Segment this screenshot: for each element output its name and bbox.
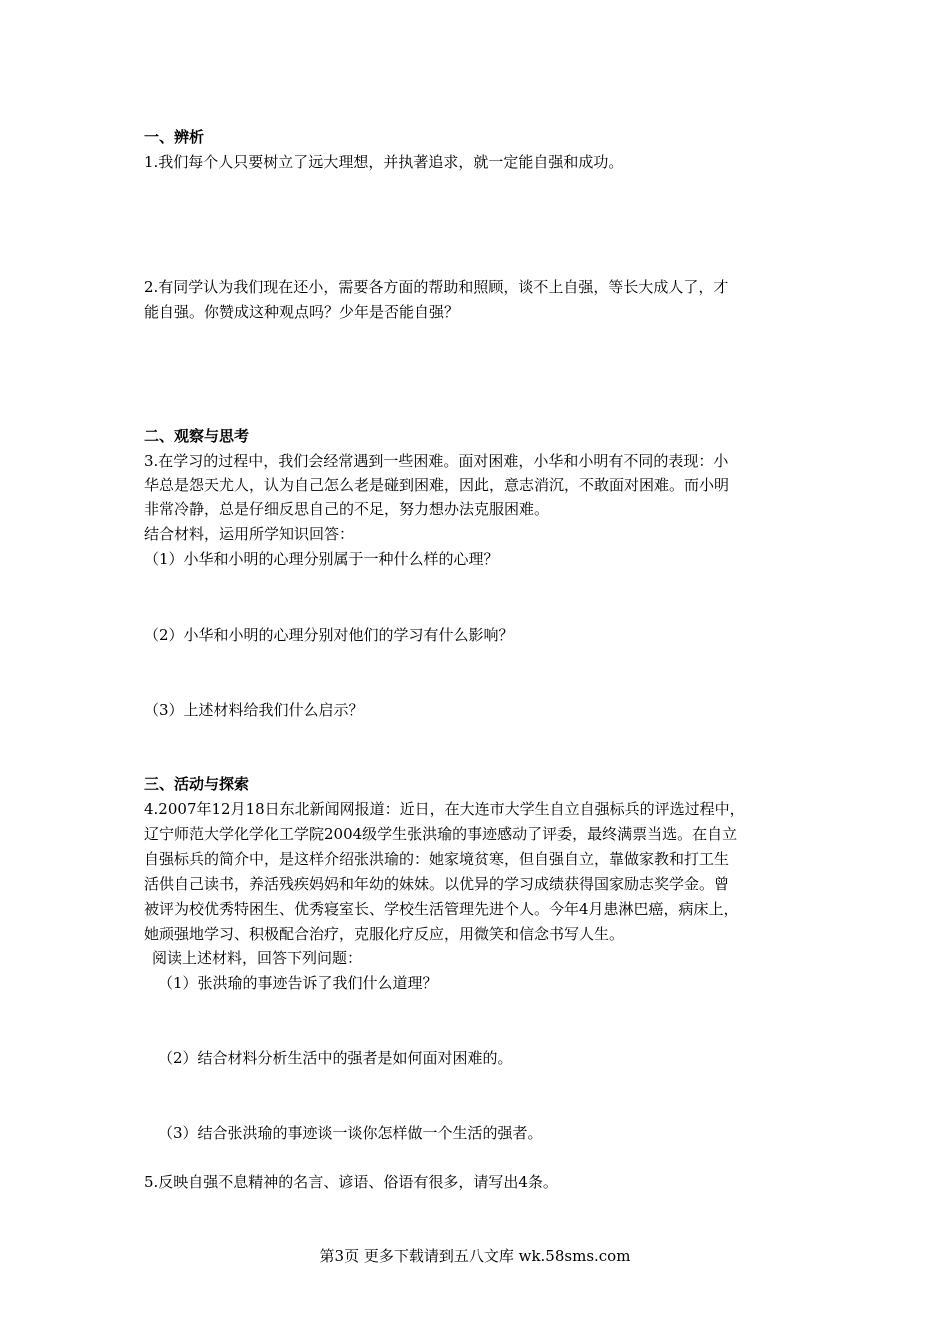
question-4-line-2: 辽宁师范大学化学化工学院2004级学生张洪瑜的事迹感动了评委，最终满票当选。在自立 bbox=[144, 825, 738, 843]
question-4-sub-2: （2）结合材料分析生活中的强者是如何面对困难的。 bbox=[158, 1049, 513, 1067]
question-4-line-5: 被评为校优秀特困生、优秀寝室长、学校生活管理先进个人。今年4月患淋巴癌，病床上， bbox=[144, 900, 739, 918]
question-4-sub-3: （3）结合张洪瑜的事迹谈一谈你怎样做一个生活的强者。 bbox=[158, 1124, 543, 1142]
question-3-line-3: 非常冷静，总是仔细反思自己的不足，努力想办法克服困难。 bbox=[144, 500, 550, 518]
section-heading-2: 二、观察与思考 bbox=[144, 427, 250, 445]
section-heading-3: 三、活动与探索 bbox=[144, 775, 250, 793]
question-1: 1.我们每个人只要树立了远大理想，并执著追求，就一定能自强和成功。 bbox=[144, 153, 624, 171]
question-3-line-2: 华总是怨天尤人，认为自己怎么老是碰到困难，因此，意志消沉，不敢面对困难。而小明 bbox=[144, 476, 730, 494]
question-2-line-2: 能自强。你赞成这种观点吗？少年是否能自强？ bbox=[144, 303, 460, 321]
question-4-line-4: 活供自己读书，养活残疾妈妈和年幼的妹妹。以优异的学习成绩获得国家励志奖学金。曾 bbox=[144, 875, 730, 893]
question-3-sub-2: （2）小华和小明的心理分别对他们的学习有什么影响？ bbox=[144, 626, 514, 644]
question-5: 5.反映自强不息精神的名言、谚语、俗语有很多，请写出4条。 bbox=[144, 1173, 558, 1191]
question-3-line-1: 3.在学习的过程中，我们会经常遇到一些困难。面对困难，小华和小明有不同的表现：小 bbox=[144, 452, 729, 470]
question-4-line-3: 自强标兵的简介中，是这样介绍张洪瑜的：她家境贫寒，但自强自立，靠做家教和打工生 bbox=[144, 850, 730, 868]
question-4-line-1: 4.2007年12月18日东北新闻网报道：近日，在大连市大学生自立自强标兵的评选过程中， bbox=[144, 800, 745, 818]
question-4-prompt: 阅读上述材料，回答下列问题： bbox=[152, 949, 363, 967]
question-3-sub-1: （1）小华和小明的心理分别属于一种什么样的心理？ bbox=[144, 550, 499, 568]
question-4-line-6: 她顽强地学习、积极配合治疗，克服化疗反应，用微笑和信念书写人生。 bbox=[144, 925, 625, 943]
page-footer: 第3页 更多下载请到五八文库 wk.58sms.com bbox=[319, 1247, 631, 1265]
question-4-sub-1: （1）张洪瑜的事迹告诉了我们什么道理？ bbox=[158, 974, 438, 992]
section-heading-1: 一、辨析 bbox=[144, 128, 205, 146]
question-3-prompt: 结合材料，运用所学知识回答： bbox=[144, 525, 355, 543]
question-2-line-1: 2.有同学认为我们现在还小，需要各方面的帮助和照顾，谈不上自强，等长大成人了，才 bbox=[144, 278, 729, 296]
question-3-sub-3: （3）上述材料给我们什么启示？ bbox=[144, 701, 364, 719]
